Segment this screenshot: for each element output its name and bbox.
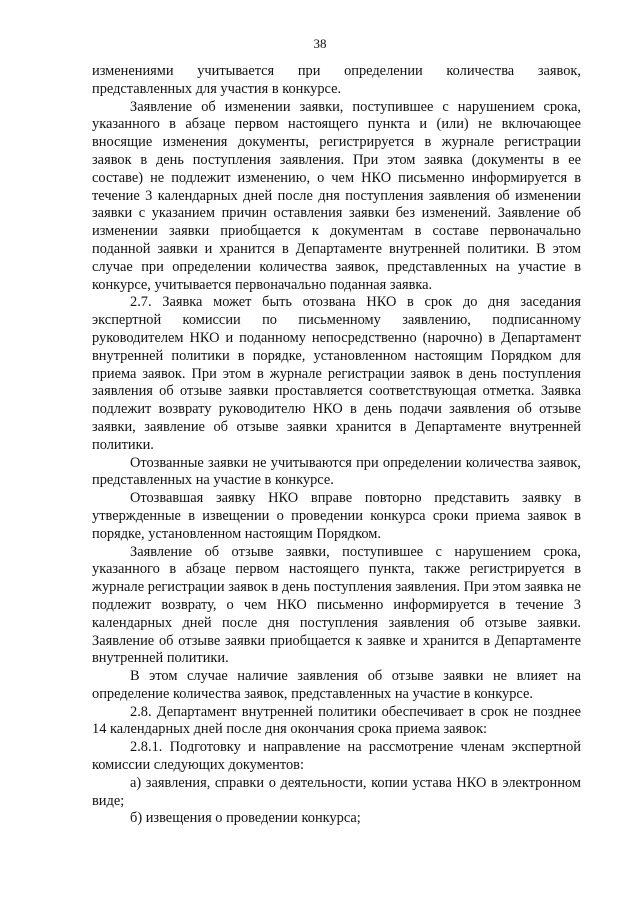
paragraph-2-8: 2.8. Департамент внутренней политики обеспечивает в срок не позднее 14 календарных дней после дня окончания срока приема заявок: (92, 703, 581, 738)
list-item-a: а) заявления, справки о деятельности, копии устава НКО в электронном виде; (92, 774, 581, 809)
page-number: 38 (313, 36, 327, 51)
paragraph-2-7: 2.7. Заявка может быть отозвана НКО в срок до дня заседания экспертной комиссии по письменному заявлению, подписанному руководителем НКО и поданному непосредственно (нарочно) в Департамент внутренней политики в порядке, установленном настоящим Порядком для приема заявок. При этом в журнале регистрации заявок в день поступления заявления об отзыве заявки проставляется соответствующая отметка. Заявка подлежит возврату руководителю НКО в день подачи заявления об отзыве заявки, заявление об отзыве заявки хранится в Департаменте внутренней политики. (92, 294, 581, 453)
body-text (92, 63, 581, 828)
list-item-b: б) извещения о проведении конкурса; (130, 810, 361, 827)
paragraph-resubmit: Отозвавшая заявку НКО вправе повторно представить заявку в утвержденные в извещении о проведении конкурса сроки приема заявок в порядке, установленном настоящим Порядком. (92, 490, 581, 542)
paragraph-2-8-1: 2.8.1. Подготовку и направление на рассмотрение членам экспертной комиссии следующих документов: (92, 739, 581, 774)
paragraph-withdrawn-not-counted: Отозванные заявки не учитываются при определении количества заявок, представленных на участие в конкурсе. (92, 454, 581, 489)
paragraph-no-effect: В этом случае наличие заявления об отзыве заявки не влияет на определение количества заявок, представленных на участие в конкурсе. (92, 668, 581, 702)
paragraph-withdrawal-late: Заявление об отзыве заявки, поступившее с нарушением срока, указанного в абзаце первом настоящего пункта, также регистрируется в журнале регистрации заявок в день поступления заявления. При этом заявка не подлежит возврату, о чем НКО письменно информируется в течение 3 календарных дней после дня поступления заявления об отзыве заявки. Заявление об отзыве заявки приобщается к заявке и хранится в Департаменте внутренней политики. (92, 543, 581, 667)
paragraph-change-late: Заявление об изменении заявки, поступившее с нарушением срока, указанного в абзаце первом настоящего пункта и (или) не включающее вносящие изменения документы, регистрируется в журнале регистрации заявок в день поступления заявления. При этом заявка (документы в ее составе) не подлежит изменению, о чем НКО письменно информируется в течение 3 календарных дней после дня поступления заявления об изменении заявки с указанием причин оставления заявки без изменений. Заявление об изменении заявки приобщается к документам в составе первоначально поданной заявки и хранится в Департаменте внутренней политики. В этом случае при определении количества заявок, представленных на участие в конкурсе, учитывается первоначально поданная заявка. (92, 98, 581, 293)
paragraph-continuation: изменениями учитывается при определении количества заявок, представленных для участия в конкурсе. (92, 63, 581, 97)
